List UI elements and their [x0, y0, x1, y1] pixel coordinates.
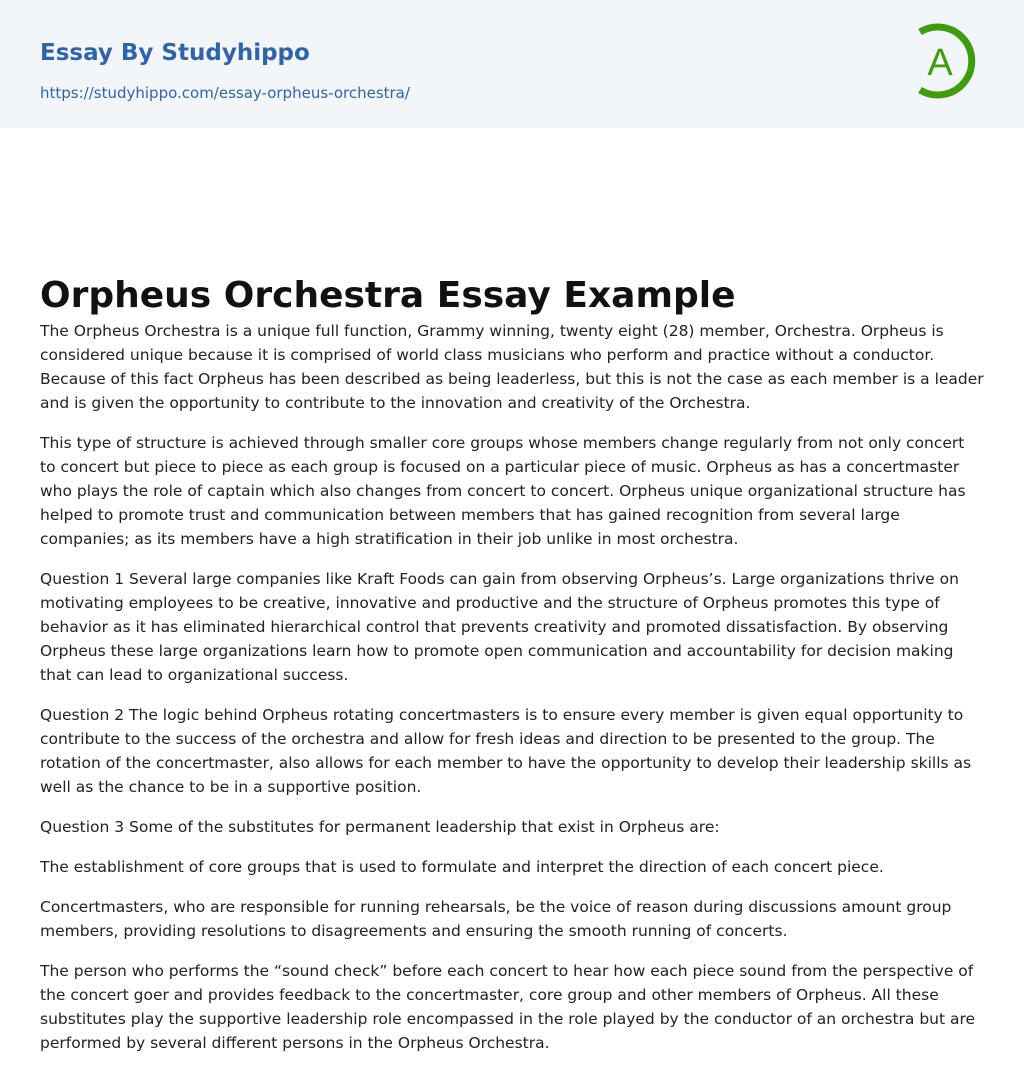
paragraph: This type of structure is achieved through smaller core groups whose members change regularly from not only concert to concert but piece to piece as each group is focused on a particular piece of music. Orpheus as has a concertmaster who plays the role of captain which also changes from concert to concert. Orpheus unique organizational structure has helped to promote trust and communication between members that has gained recognition from several large companies; as its members have a high stratification in their job unlike in most orchestra.: [40, 434, 966, 548]
page-title: Orpheus Orchestra Essay Example: [40, 275, 736, 316]
paragraph: Question 3 Some of the substitutes for permanent leadership that exist in Orpheus are:: [40, 818, 720, 836]
essay-body: [0, 319, 1024, 1055]
studyhippo-logo-icon: [910, 18, 986, 104]
site-header: [0, 0, 1024, 128]
source-url-link[interactable]: https://studyhippo.com/essay-orpheus-orchestra/: [40, 84, 410, 102]
paragraph: Question 1 Several large companies like Kraft Foods can gain from observing Orpheus’s. Large organizations thrive on motivating employees to be creative, innovative and productive and the structure of Orpheus promotes this type of behavior as it has eliminated hierarchical control that prevents creativity and promoted dissatisfaction. By observing Orpheus these large organizations learn how to promote open communication and accountability for decision making that can lead to organizational success.: [40, 570, 959, 684]
paragraph: The person who performs the “sound check” before each concert to hear how each piece sound from the perspective of the concert goer and provides feedback to the concertmaster, core group and other members of Orpheus. All these substitutes play the supportive leadership role encompassed in the role played by the conductor of an orchestra but are performed by several different persons in the Orpheus Orchestra.: [40, 962, 976, 1052]
logo-letter: A: [927, 42, 953, 84]
paragraph: The Orpheus Orchestra is a unique full function, Grammy winning, twenty eight (28) member, Orchestra. Orpheus is considered unique because it is comprised of world class musicians who perform and practice without a conductor. Because of this fact Orpheus has been described as being leaderless, but this is not the case as each member is a leader and is given the opportunity to contribute to the innovation and creativity of the Orchestra.: [40, 322, 984, 412]
paragraph: Concertmasters, who are responsible for running rehearsals, be the voice of reason during discussions amount group members, providing resolutions to disagreements and ensuring the smooth running of concerts.: [40, 898, 952, 940]
paragraph: The establishment of core groups that is used to formulate and interpret the direction of each concert piece.: [40, 858, 884, 876]
paragraph: Question 2 The logic behind Orpheus rotating concertmasters is to ensure every member is given equal opportunity to contribute to the success of the orchestra and allow for fresh ideas and direction to be presented to the group. The rotation of the concertmaster, also allows for each member to have the opportunity to develop their leadership skills as well as the chance to be in a supportive position.: [40, 706, 972, 796]
brand-name: Essay By Studyhippo: [40, 40, 310, 66]
